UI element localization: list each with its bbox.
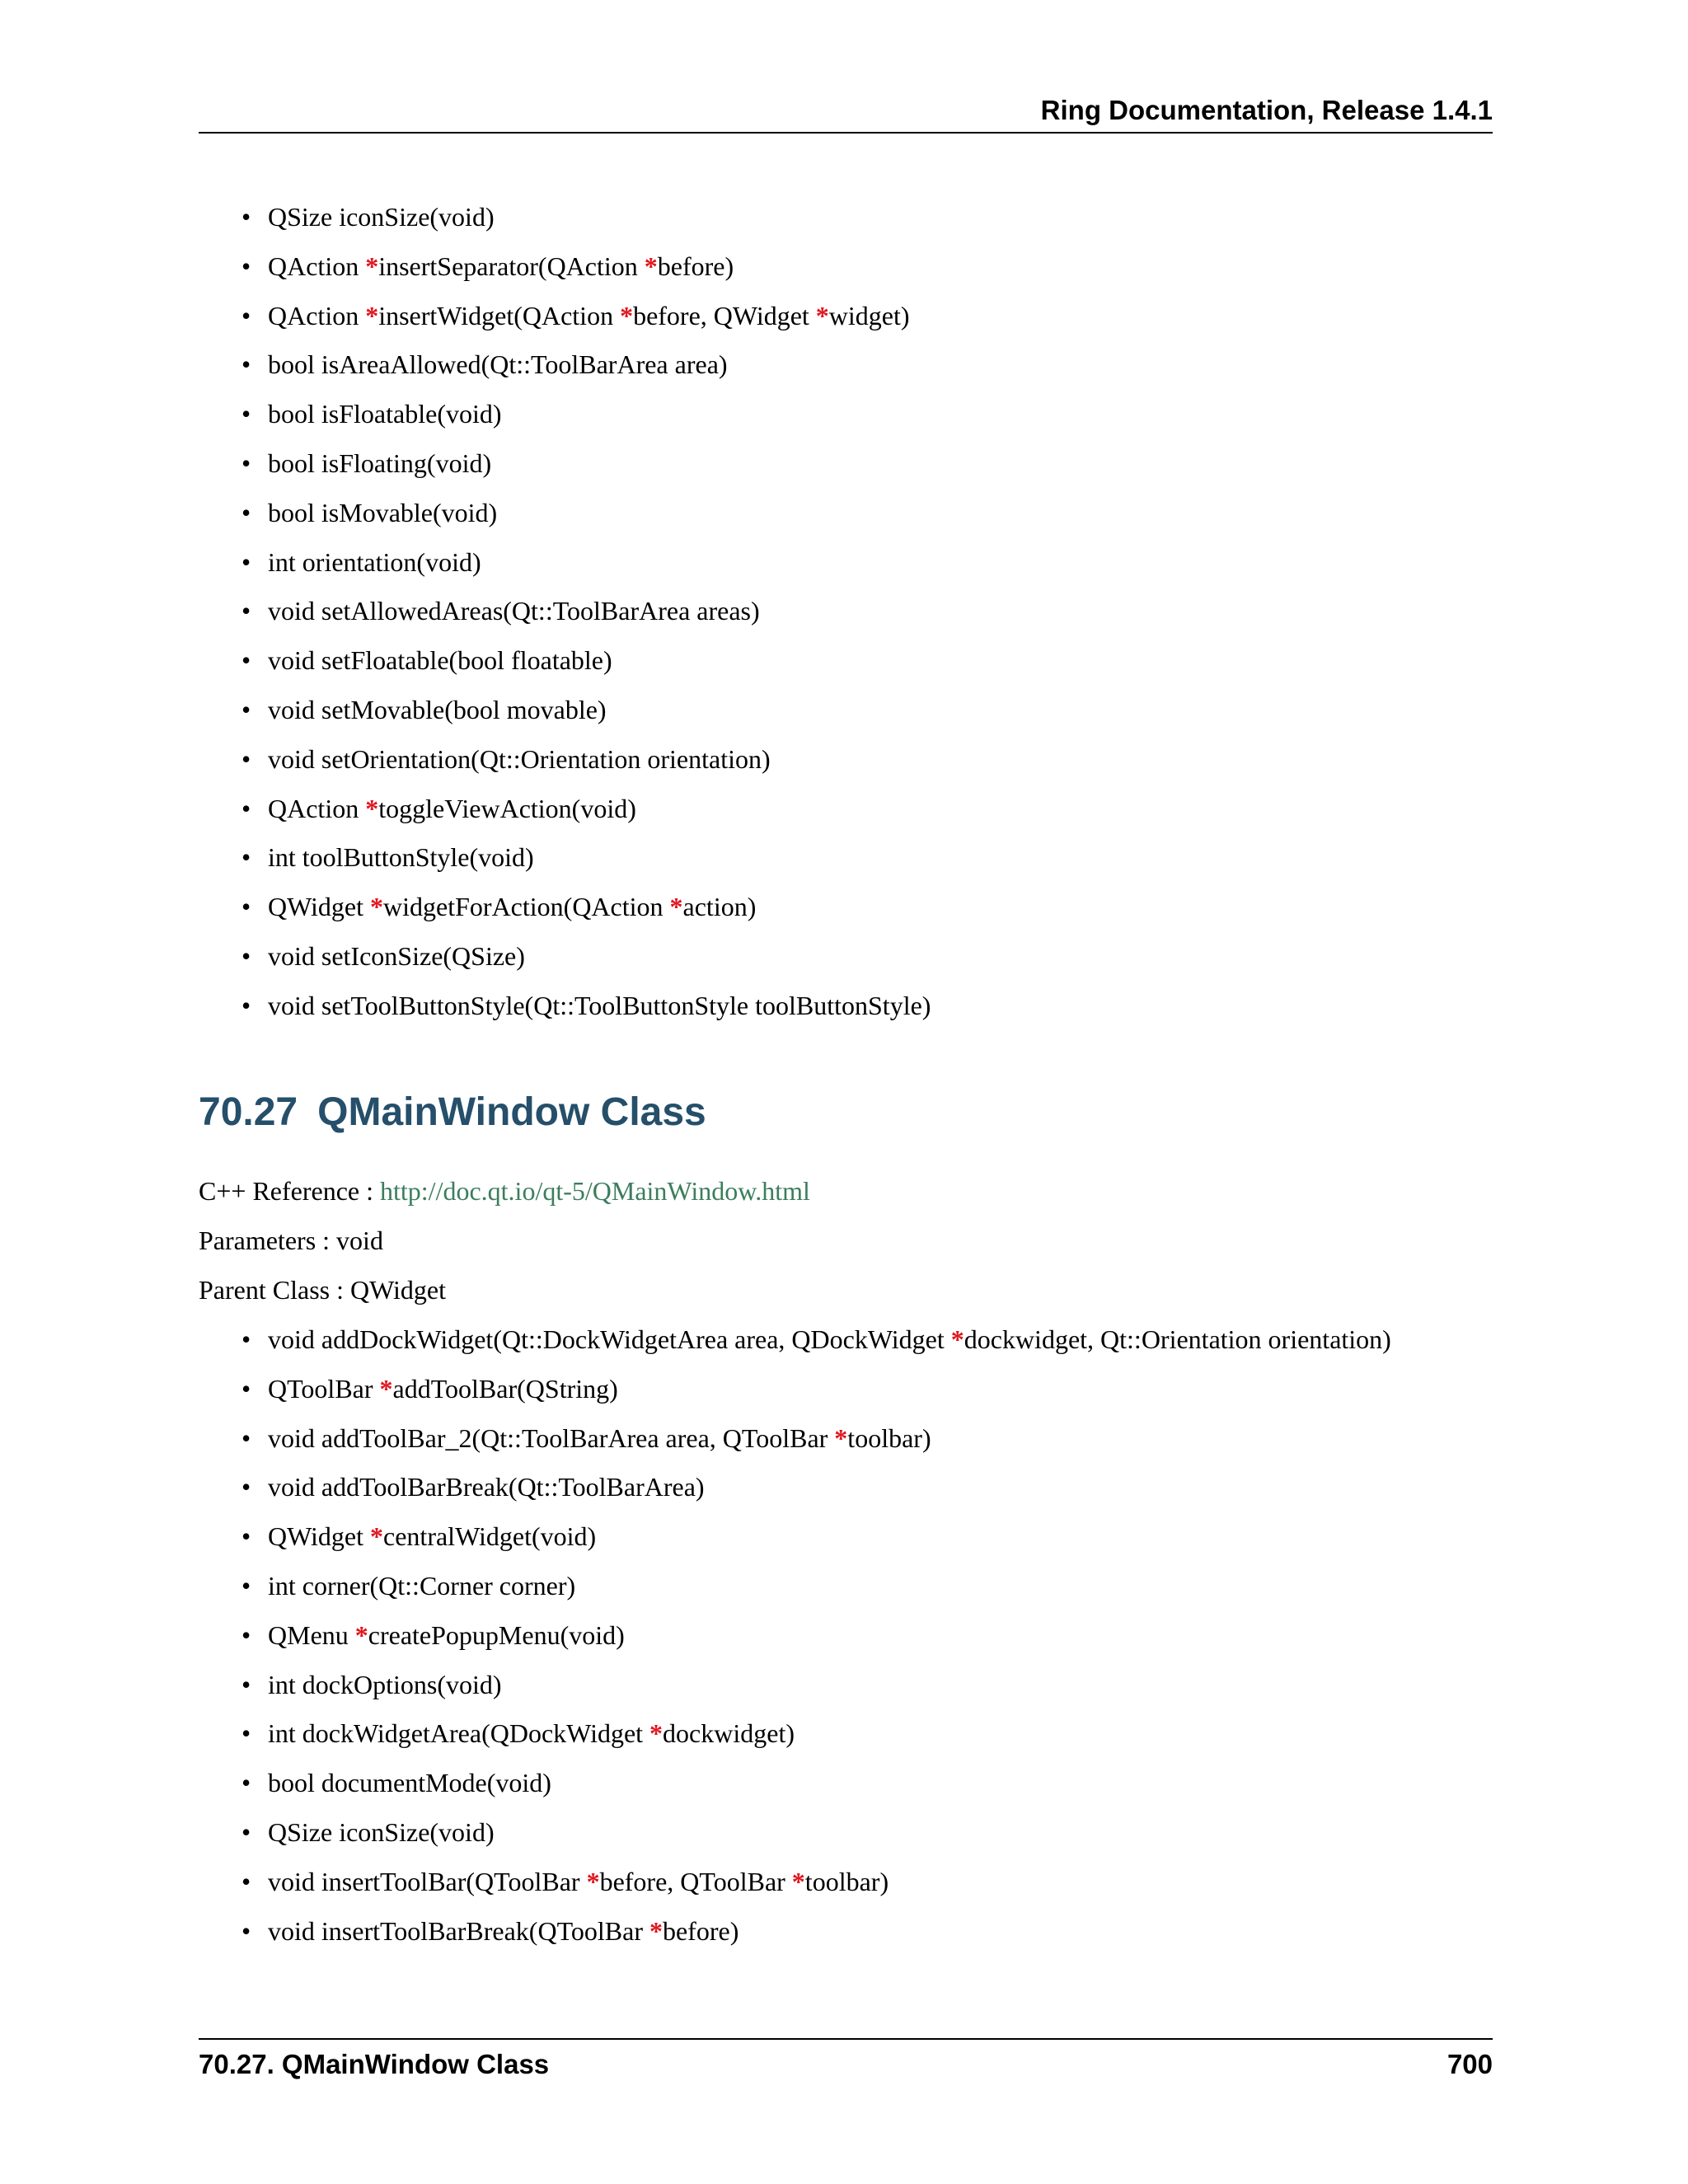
list-item	[241, 888, 757, 925]
cpp-reference-label: C++ Reference :	[199, 1176, 380, 1206]
bullet-icon: •	[241, 1866, 251, 1896]
bullet-icon: •	[241, 1768, 251, 1798]
signature-text: void setFloatable(bool floatable)	[268, 645, 612, 676]
pointer-asterisk: *	[365, 793, 379, 823]
bullet-icon: •	[241, 1422, 251, 1453]
bullet-icon: •	[241, 202, 251, 232]
signature-text: QToolBar	[268, 1373, 380, 1404]
bullet-icon: •	[241, 596, 251, 626]
pointer-asterisk: *	[649, 1915, 663, 1946]
cpp-reference-link[interactable]: http://doc.qt.io/qt-5/QMainWindow.html	[380, 1176, 810, 1206]
list-item	[241, 642, 612, 678]
signature-text: toggleViewAction(void)	[378, 793, 636, 823]
signature-text: int dockOptions(void)	[268, 1669, 502, 1699]
signature-text: bool documentMode(void)	[268, 1768, 551, 1798]
signature-text: QSize iconSize(void)	[268, 202, 495, 232]
bullet-icon: •	[241, 645, 251, 676]
signature-text: bool isFloatable(void)	[268, 399, 502, 429]
signature-text: centralWidget(void)	[383, 1521, 597, 1552]
bullet-icon: •	[241, 1472, 251, 1502]
signature-text: void setIconSize(QSize)	[268, 941, 525, 971]
list-item	[241, 741, 771, 777]
pointer-asterisk: *	[834, 1422, 848, 1453]
list-item	[241, 199, 495, 235]
list-item	[241, 1617, 625, 1653]
pointer-asterisk: *	[354, 1619, 368, 1650]
page-header	[199, 92, 1493, 134]
pointer-asterisk: *	[644, 251, 658, 281]
pointer-asterisk: *	[365, 251, 379, 281]
signature-text: void insertToolBarBreak(QToolBar	[268, 1915, 649, 1946]
signature-text: void setOrientation(Qt::Orientation orientation)	[268, 743, 771, 774]
pointer-asterisk: *	[586, 1866, 600, 1896]
list-item	[241, 298, 910, 334]
bullet-icon: •	[241, 1373, 251, 1404]
list-item	[241, 1863, 889, 1900]
pointer-asterisk: *	[669, 892, 683, 922]
bullet-icon: •	[241, 1324, 251, 1354]
signature-text: void setToolButtonStyle(Qt::ToolButtonStyle toolButtonStyle)	[268, 990, 931, 1020]
signature-text: before, QToolBar	[599, 1866, 792, 1896]
bullet-icon: •	[241, 1915, 251, 1946]
signature-text: addToolBar(QString)	[392, 1373, 618, 1404]
signature-text: int toolButtonStyle(void)	[268, 842, 534, 873]
list-item	[241, 839, 534, 875]
bullet-icon: •	[241, 743, 251, 774]
cpp-reference	[199, 1173, 810, 1209]
footer-section: 70.27. QMainWindow Class	[199, 2049, 550, 2079]
bullet-icon: •	[241, 1718, 251, 1749]
parent-class-line: Parent Class : QWidget	[199, 1275, 446, 1305]
signature-text: toolbar)	[847, 1422, 931, 1453]
signature-text: createPopupMenu(void)	[368, 1619, 625, 1650]
list-item	[241, 396, 502, 432]
signature-text: QMenu	[268, 1619, 355, 1650]
list-item	[241, 1321, 1391, 1357]
page-footer	[199, 2038, 1493, 2079]
list-item	[241, 1765, 551, 1801]
bullet-icon: •	[241, 990, 251, 1020]
signature-text: QWidget	[268, 1521, 371, 1552]
signature-text: widgetForAction(QAction	[383, 892, 670, 922]
list-item	[241, 494, 498, 531]
pointer-asterisk: *	[620, 300, 634, 330]
bullet-icon: •	[241, 892, 251, 922]
bullet-icon: •	[241, 1619, 251, 1650]
bullet-icon: •	[241, 448, 251, 478]
signature-text: toolbar)	[804, 1866, 889, 1896]
bullet-icon: •	[241, 1817, 251, 1847]
list-item	[241, 1913, 739, 1949]
signature-text: void setMovable(bool movable)	[268, 695, 607, 724]
list-item	[241, 691, 607, 728]
list-item	[241, 1371, 618, 1407]
signature-text: insertWidget(QAction	[378, 300, 621, 330]
bullet-icon: •	[241, 793, 251, 823]
bullet-icon: •	[241, 1669, 251, 1699]
signature-text: int dockWidgetArea(QDockWidget	[268, 1718, 650, 1749]
signature-text: int orientation(void)	[268, 546, 481, 577]
signature-text: QAction	[268, 251, 366, 281]
pointer-asterisk: *	[370, 1521, 384, 1552]
list-item	[241, 938, 525, 974]
bullet-icon: •	[241, 349, 251, 380]
section-number: 70.27	[199, 1090, 298, 1134]
signature-text: int corner(Qt::Corner corner)	[268, 1571, 576, 1601]
signature-text: QAction	[268, 300, 366, 330]
bullet-icon: •	[241, 1521, 251, 1552]
signature-text: bool isMovable(void)	[268, 497, 498, 527]
signature-text: QSize iconSize(void)	[268, 1817, 495, 1847]
section-title: QMainWindow Class	[317, 1090, 706, 1134]
list-item	[241, 1666, 502, 1703]
header-title: Ring Documentation, Release 1.4.1	[1040, 95, 1493, 125]
list-item	[241, 790, 636, 827]
list-item	[241, 1814, 495, 1850]
signature-text: before, QWidget	[633, 300, 816, 330]
bullet-icon: •	[241, 300, 251, 330]
parameters-line: Parameters : void	[199, 1226, 383, 1255]
list-item	[241, 1420, 931, 1456]
signature-text: void addDockWidget(Qt::DockWidgetArea area, QDockWidget	[268, 1324, 951, 1354]
pointer-asterisk: *	[791, 1866, 805, 1896]
signature-text: action)	[682, 892, 757, 922]
bullet-icon: •	[241, 941, 251, 971]
signature-text: insertSeparator(QAction	[378, 251, 645, 281]
bullet-icon: •	[241, 251, 251, 281]
pointer-asterisk: *	[365, 300, 379, 330]
list-item	[241, 346, 728, 382]
bullet-icon: •	[241, 842, 251, 873]
signature-text: before)	[662, 1915, 739, 1946]
pointer-asterisk: *	[950, 1324, 964, 1354]
list-item	[241, 445, 492, 481]
list-item	[241, 1715, 795, 1751]
section-heading	[199, 1088, 706, 1137]
pointer-asterisk: *	[815, 300, 829, 330]
bullet-icon: •	[241, 1571, 251, 1601]
signature-text: QWidget	[268, 892, 371, 922]
bullet-icon: •	[241, 546, 251, 577]
list-item	[241, 248, 734, 284]
list-item	[241, 1469, 705, 1505]
signature-text: bool isAreaAllowed(Qt::ToolBarArea area)	[268, 349, 728, 380]
signature-text: dockwidget)	[663, 1718, 795, 1749]
list-item	[241, 987, 931, 1024]
pointer-asterisk: *	[649, 1718, 663, 1749]
signature-text: void insertToolBar(QToolBar	[268, 1866, 587, 1896]
signature-text: QAction	[268, 793, 366, 823]
bullet-icon: •	[241, 695, 251, 724]
list-item	[241, 1568, 576, 1604]
signature-text: void addToolBarBreak(Qt::ToolBarArea)	[268, 1472, 705, 1502]
signature-text: dockwidget, Qt::Orientation orientation)	[964, 1324, 1391, 1354]
list-item	[241, 544, 481, 580]
bullet-icon: •	[241, 399, 251, 429]
signature-text: bool isFloating(void)	[268, 448, 492, 478]
page-number: 700	[1447, 2049, 1493, 2079]
pointer-asterisk: *	[370, 892, 384, 922]
bullet-icon: •	[241, 497, 251, 527]
signature-text: void setAllowedAreas(Qt::ToolBarArea areas)	[268, 596, 760, 626]
signature-text: void addToolBar_2(Qt::ToolBarArea area, QToolBar	[268, 1422, 835, 1453]
list-item	[241, 1518, 597, 1554]
signature-text: widget)	[828, 300, 910, 330]
list-item	[241, 593, 760, 629]
signature-text: before)	[657, 251, 734, 281]
pointer-asterisk: *	[379, 1373, 393, 1404]
